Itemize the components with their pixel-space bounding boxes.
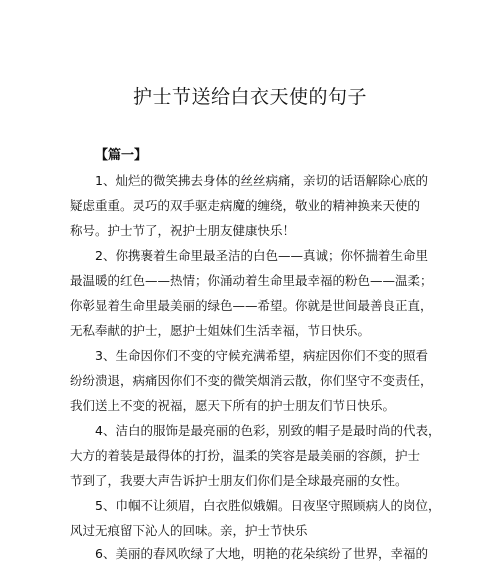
paragraph-line: 1、灿烂的微笑拂去身体的丝丝病痛，亲切的话语解除心底的 (95, 173, 428, 188)
paragraph-line: 称号。护士节了，祝护士朋友健康快乐！ (70, 223, 296, 238)
paragraph-line: 无私奉献的护士，愿护士姐妹们生活幸福，节日快乐。 (70, 323, 371, 338)
paragraph-line: 6、美丽的春风吹绿了大地，明艳的花朵缤纷了世界，幸福的 (95, 546, 428, 561)
paragraph-line: 纷纷溃退，病痛因你们不变的微笑烟消云散，你们坚守不变责任， (70, 373, 433, 388)
paragraph-line: 最温暖的红色——热情；你涌动着生命里最幸福的粉色——温柔； (70, 273, 433, 288)
paragraph-line: 我们送上不变的祝福，愿天下所有的护士朋友们节日快乐。 (70, 398, 396, 413)
paragraph-line: 大方的着装是最得体的打扮，温柔的笑容是最美丽的容颜，护士 (70, 448, 421, 463)
paragraph-line: 风过无痕留下沁人的回味。亲，护士节快乐 (70, 523, 308, 538)
paragraph-line: 3、生命因你们不变的守候充满希望，病症因你们不变的照看 (95, 348, 428, 363)
paragraph-line: 2、你携裹着生命里最圣洁的白色——真诚；你怀揣着生命里 (95, 248, 428, 263)
paragraph-line: 你彰显着生命里最美丽的绿色——希望。你就是世间最善良正直， (70, 298, 433, 313)
paragraph-line: 4、洁白的服饰是最亮丽的色彩，别致的帽子是最时尚的代表， (95, 423, 441, 438)
paragraph-line: 5、巾帼不让须眉，白衣胜似娥媚。日夜坚守照顾病人的岗位， (95, 498, 441, 513)
section-heading: 【篇一】 (95, 148, 148, 163)
paragraph-line: 疑虑重重。灵巧的双手驱走病魔的缠绕，敬业的精神换来天使的 (70, 198, 421, 213)
paragraph-line: 节到了，我要大声告诉护士朋友们你们是全球最亮丽的女性。 (70, 473, 408, 488)
page-title: 护士节送给白衣天使的句子 (132, 86, 367, 108)
